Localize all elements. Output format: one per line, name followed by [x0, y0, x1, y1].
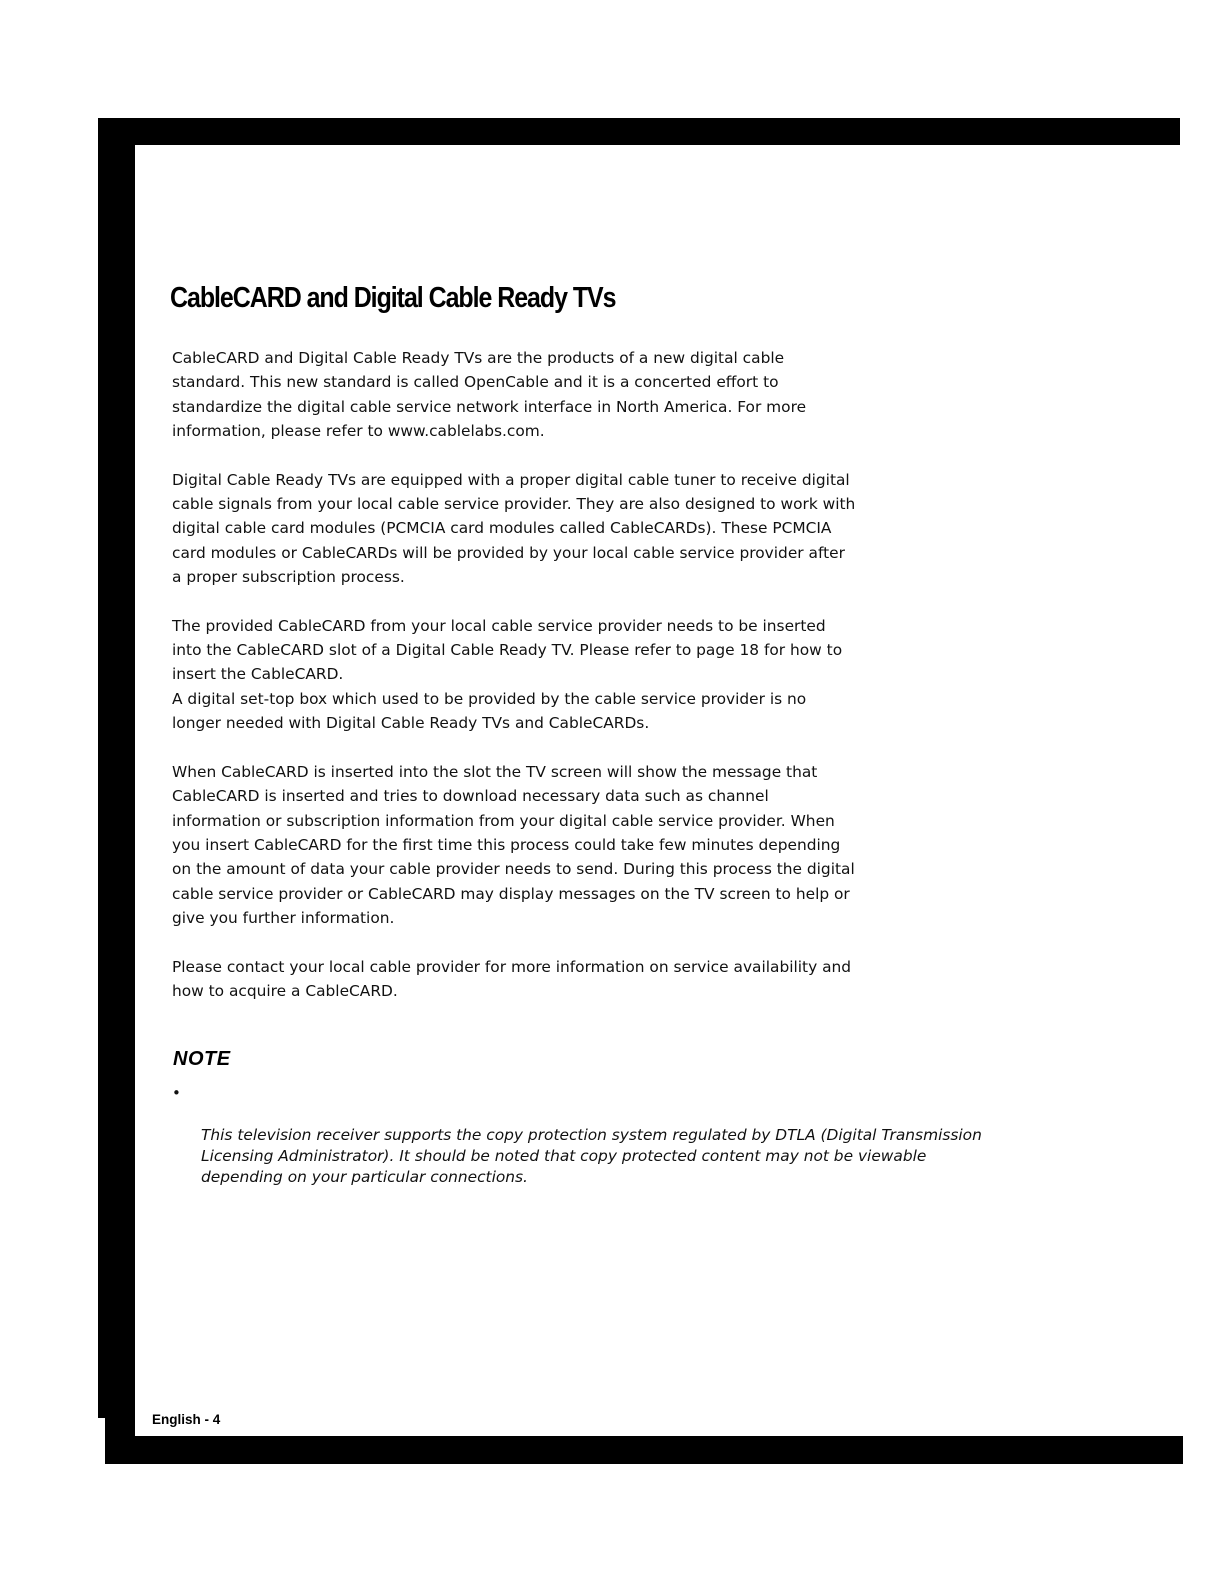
bottom-border-bar: [105, 1436, 1183, 1464]
left-border-stub: [105, 1418, 135, 1438]
paragraph-download: When CableCARD is inserted into the slot the TV screen will show the message that CableCARD is inserted and tries to download necessary data such as channel information or subscription information from your digital cable service provider. When you insert CableCARD for the first time this process could take few minutes depending on the amount of data your cable provider needs to send. During this process the digital cable service provider or CableCARD may display messages on the TV screen to help or give you further information.: [172, 762, 855, 928]
note-heading: NOTE: [173, 1048, 231, 1070]
top-border-bar: [98, 118, 1180, 145]
paragraph-insert: The provided CableCARD from your local cable service provider needs to be inserted into the CableCARD slot of a Digital Cable Ready TV. Please refer to page 18 for how to insert the CableCARD. A digital set-top box which used to be provided by the cable service provider is no longer needed with Digital Cable Ready TVs and CableCARDs.: [172, 616, 843, 733]
note-item-text: This television receiver supports the copy protection system regulated by DTLA (Digital Transmission Licensing Administrator). It should be noted that copy protected content may not be viewable depending on your particular connections.: [201, 1126, 982, 1186]
left-border-bar: [98, 118, 135, 1418]
note-item: [172, 1083, 1022, 1188]
paragraph-contact: Please contact your local cable provider for more information on service availability and how to acquire a CableCARD.: [172, 957, 852, 1000]
paragraph-intro: CableCARD and Digital Cable Ready TVs are the products of a new digital cable standard. This new standard is called OpenCable and it is a concerted effort to standardize the digital cable service network interface in North America. For more information, please refer to www.cablelabs.com.: [172, 349, 807, 441]
page-title: CableCARD and Digital Cable Ready TVs: [170, 282, 616, 314]
note-list: [172, 1083, 1022, 1188]
paragraph-tuner: Digital Cable Ready TVs are equipped with a proper digital cable tuner to receive digital cable signals from your local cable service provider. They are also designed to work with digital cable card modules (PCMCIA card modules called CableCARDs). These PCMCIA card modules or CableCARDs will be provided by your local cable service provider after a proper subscription process.: [172, 470, 856, 587]
bullet-icon: •: [172, 1084, 181, 1102]
page-footer: English - 4: [152, 1412, 221, 1427]
body-text: [172, 346, 912, 1027]
